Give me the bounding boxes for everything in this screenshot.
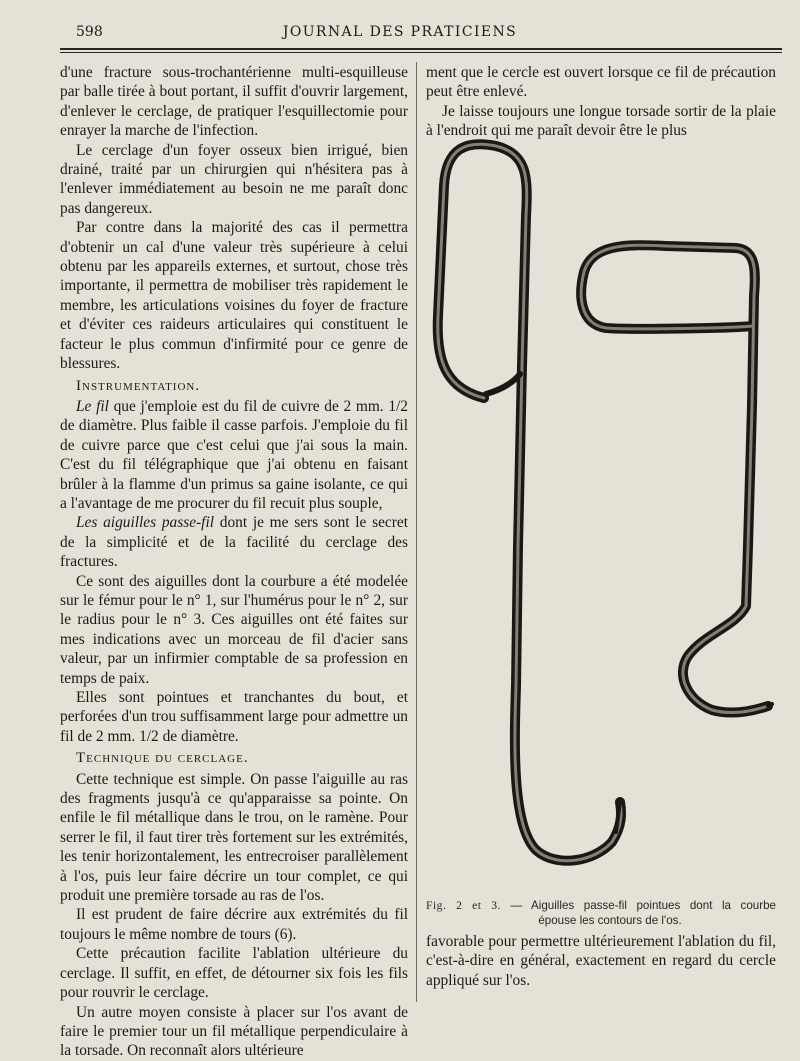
paragraph: Ce sont des aiguilles dont la courbure a été modelée sur le fémur pour le n° 1, sur l'humérus pour le n° 2, sur le radius pour le n° 3. Ces aiguilles ont été faites sur mes indications avec un morceau de fil d'acier sans valeur, par un infirmier comptable de sa profession en temps de paix. <box>60 572 408 687</box>
italic-term: Les aiguilles passe-fil <box>76 514 215 532</box>
figure-caption <box>426 898 776 928</box>
paragraph: Le fil que j'emploie est du fil de cuivre de 2 mm. 1/2 de diamètre. Plus faible il casse parfois. J'emploie du fil de cuivre parce que c'est celui que j'ai sous la main. C'est du fil télégraphique que j'ai obtenu en faisant brûler à la flamme d'un primus sa gaine isolante, ce qui a l'avantage de me procurer du fil recuit plus souple, <box>60 397 408 512</box>
paragraph: Les aiguilles passe-fil dont je me sers sont le secret de la simplicité et de la facilité du cerclage des fractures. <box>60 514 408 571</box>
paragraph: Un autre moyen consiste à placer sur l'os avant de faire le premier tour un fil métallique perpendiculaire à la torsade. On reconnaît alors ultérieure <box>60 1003 408 1060</box>
paragraph: Cette technique est simple. On passe l'aiguille au ras des fragments jusqu'à ce qu'apparaisse sa pointe. On enfile le fil métallique dans le trou, on le ramène. Pour serrer le fil, il faut tirer très fortement sur les extrémités, les tenir horizontalement, les entrecroiser parallèlement à l'os, puis leur faire décrire un tour complet, ce qui produit une première torsade au ras de l'os. <box>60 770 408 905</box>
figure-needles <box>416 126 800 896</box>
paragraph: Elles sont pointues et tranchantes du bout, et perforées d'un trou suffisamment large pour admettre un fil de 2 mm. 1/2 de diamètre. <box>60 689 408 745</box>
left-column <box>60 63 408 1061</box>
caption-figure-number: Fig. 2 et 3. <box>426 899 501 912</box>
paragraph: Le cerclage d'un foyer osseux bien irrigué, bien drainé, traité par un chirurgien qui n'hésitera pas à l'enlever immédiatement au besoin ne me paraît donc pas dangereux. <box>60 141 408 217</box>
section-heading-instrumentation: Instrumentation. <box>76 377 201 394</box>
page-number: 598 <box>76 24 103 40</box>
paragraph: d'une fracture sous-trochantérienne multi-esquilleuse par balle tirée à bout portant, il suffit d'ouvrir largement, d'enlever le cerclage, de pratiquer l'esquillectomie pour enrayer la marche de l'infection. <box>60 64 408 140</box>
section-heading-technique: Technique du cerclage. <box>76 750 249 767</box>
paragraph: favorable pour permettre ultérieurement l'ablation du fil, c'est-à-dire en général, exactement en regard du cercle appliqué sur l'os. <box>426 933 776 989</box>
paragraph: Par contre dans la majorité des cas il permettra d'obtenir un cal d'une valeur très supérieure à celui obtenu par les appareils externes, et surtout, chose très importante, il permettra de mobiliser très rapidement le membre, les articulations voisines du foyer de fracture et d'éviter ces raideurs articulaires qui constituent le facteur le plus commun d'infirmité pour ce genre de blessures. <box>60 219 408 373</box>
italic-term: Le fil <box>76 397 109 415</box>
paragraph: Je laisse toujours une longue torsade sortir de la plaie à l'endroit qui me paraît devoir être le plus <box>426 102 776 140</box>
paragraph: ment que le cercle est ouvert lorsque ce fil de précaution peut être enlevé. <box>426 64 776 101</box>
needle-3-icon <box>581 245 772 712</box>
paragraph: Cette précaution facilite l'ablation ultérieure du cerclage. Il suffit, en effet, de détourner six fois les fils pour rouvrir le cerclage. <box>60 945 408 1002</box>
right-column-bottom <box>426 932 776 990</box>
header-rule-thin <box>60 52 782 53</box>
page-header <box>0 0 800 56</box>
caption-text: épouse les contours de l'os. <box>538 914 682 927</box>
header-rule <box>60 48 782 50</box>
caption-text: — Aiguilles passe-fil pointues dont la courbe <box>510 899 777 912</box>
journal-title: JOURNAL DES PRATICIENS <box>282 24 518 40</box>
paragraph: Il est prudent de faire décrire aux extrémités du fil toujours le même nombre de tours (6). <box>60 906 408 943</box>
